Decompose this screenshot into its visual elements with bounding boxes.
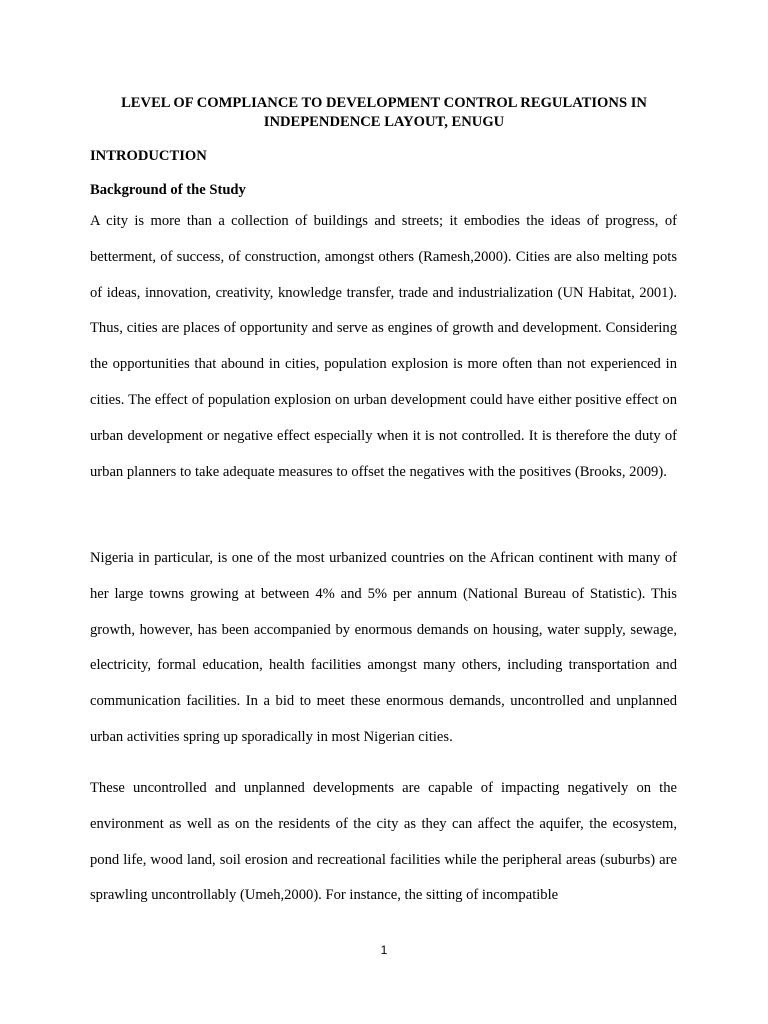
document-title: LEVEL OF COMPLIANCE TO DEVELOPMENT CONTROL REGULATIONS IN INDEPENDENCE LAYOUT, ENUGU <box>121 95 647 130</box>
paragraph-2: Nigeria in particular, is one of the most urbanized countries on the African continent with many of her large towns growing at between 4% and 5% per annum (National Bureau of Statistic). This growth, however, has been accompanied by enormous demands on housing, water supply, sewage, electricity, formal education, health facilities amongst many others, including transportation and communication facilities. In a bid to meet these enormous demands, uncontrolled and unplanned urban activities spring up sporadically in most Nigerian cities. <box>90 550 677 745</box>
page-number: 1 <box>380 943 388 957</box>
paragraph-3: These uncontrolled and unplanned developments are capable of impacting negatively on the environment as well as on the residents of the city as they can affect the aquifer, the ecosystem, pond life, wood land, soil erosion and recreational facilities while the peripheral areas (suburbs) are sprawling uncontrollably (Umeh,2000). For instance, the sitting of incompatible <box>90 780 677 904</box>
subsection-heading-background: Background of the Study <box>90 182 246 198</box>
section-heading-introduction: INTRODUCTION <box>90 148 207 164</box>
paragraph-1: A city is more than a collection of buildings and streets; it embodies the ideas of progress, of betterment, of success, of construction, amongst others (Ramesh,2000). Cities are also melting pots of ideas, innovation, creativity, knowledge transfer, trade and industrialization (UN Habitat, 2001). Thus, cities are places of opportunity and serve as engines of growth and development. Considering the opportunities that abound in cities, population explosion is more often than not experienced in cities. The effect of population explosion on urban development could have either positive effect on urban development or negative effect especially when it is not controlled. It is therefore the duty of urban planners to take adequate measures to offset the negatives with the positives (Brooks, 2009). <box>90 213 677 480</box>
